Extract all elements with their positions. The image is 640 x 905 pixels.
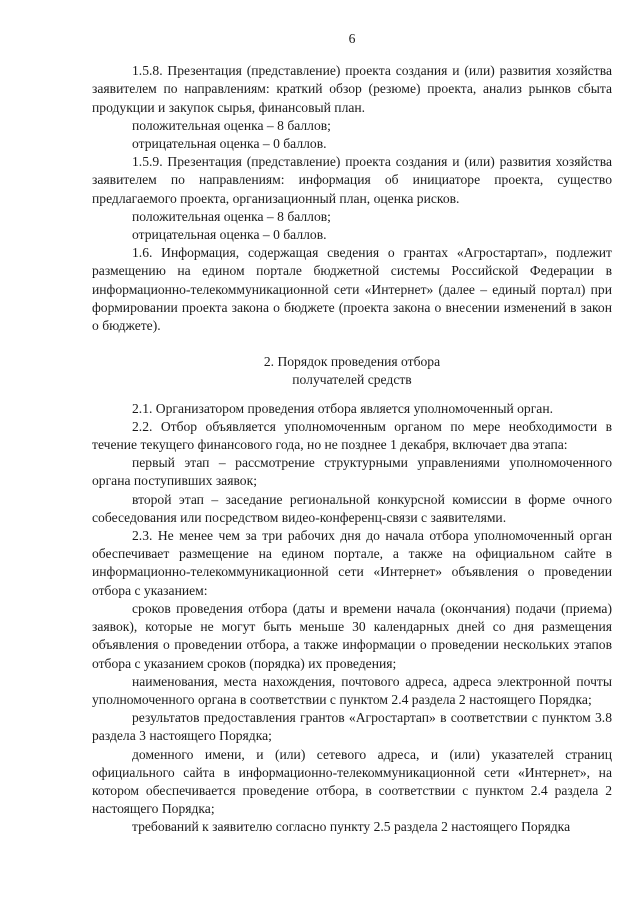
- paragraph: отрицательная оценка – 0 баллов.: [132, 136, 327, 152]
- paragraph: первый этап – рассмотрение структурными управлениями уполномоченного органа поступивших заявок;: [92, 455, 612, 489]
- paragraph: 1.6. Информация, содержащая сведения о грантах «Агростартап», подлежит размещению на едином портале бюджетной системы Российской Федерации в информационно-телекоммуникационной сети «Интернет» (далее – единый портал) при формировании проекта закона о бюджете (проекта закона о внесении изменений в закон о бюджете).: [92, 245, 612, 334]
- paragraph: результатов предоставления грантов «Агростартап» в соответствии с пунктом 3.8 раздела 3 настоящего Порядка;: [92, 710, 612, 744]
- section-1-continuation: [92, 62, 612, 335]
- paragraph: наименования, места нахождения, почтового адреса, адреса электронной почты уполномоченного органа в соответствии с пунктом 2.4 раздела 2 настоящего Порядка;: [92, 673, 612, 707]
- paragraph: второй этап – заседание региональной конкурсной комиссии в форме очного собеседования или посредством видео-конференц-связи с заявителями.: [92, 491, 612, 525]
- paragraph: сроков проведения отбора (даты и времени начала (окончания) подачи (приема) заявок), которые не могут быть меньше 30 календарных дней со дня размещения объявления о проведении отбора, а также информации о проведении нескольких этапов отбора с указанием сроков (порядка) их проведения;: [92, 600, 612, 671]
- paragraph: положительная оценка – 8 баллов;: [132, 208, 331, 224]
- paragraph: 2.1. Организатором проведения отбора является уполномоченный орган.: [132, 400, 554, 416]
- paragraph: отрицательная оценка – 0 баллов.: [132, 227, 327, 243]
- paragraph: 1.5.8. Презентация (представление) проекта создания и (или) развития хозяйства заявителем по направлениям: краткий обзор (резюме) проекта, анализ рынков сбыта продукции и закупок сырья, финансовый план.: [92, 63, 612, 115]
- paragraph: доменного имени, и (или) сетевого адреса, и (или) указателей страниц официального сайта в информационно-телекоммуникационной сети «Интернет», на котором обеспечивается проведение отбора, в соответствии с пунктом 2.4 раздела 2 настоящего Порядка;: [92, 746, 612, 817]
- page-number: 6: [348, 31, 356, 46]
- section-heading: [92, 353, 612, 389]
- paragraph: требований к заявителю согласно пункту 2.5 раздела 2 настоящего Порядка: [132, 819, 571, 835]
- paragraph: 2.3. Не менее чем за три рабочих дня до начала отбора уполномоченный орган обеспечивает размещение на едином портале, а также на официальном сайте в информационно-телекоммуникационной сети «Интернет» объявления о проведении отбора с указанием:: [92, 528, 612, 598]
- section-heading-line: получателей средств: [292, 372, 412, 388]
- section-heading-line: 2. Порядок проведения отбора: [263, 354, 441, 370]
- paragraph: положительная оценка – 8 баллов;: [132, 117, 331, 133]
- section-2-body: [92, 400, 612, 837]
- paragraph: 2.2. Отбор объявляется уполномоченным органом по мере необходимости в течение текущего финансового года, но не позднее 1 декабря, включает два этапа:: [92, 418, 612, 453]
- paragraph: 1.5.9. Презентация (представление) проекта создания и (или) развития хозяйства заявителем по направлениям: информация об инициаторе проекта, существо предлагаемого проекта, организационный план, оценка рисков.: [92, 154, 612, 206]
